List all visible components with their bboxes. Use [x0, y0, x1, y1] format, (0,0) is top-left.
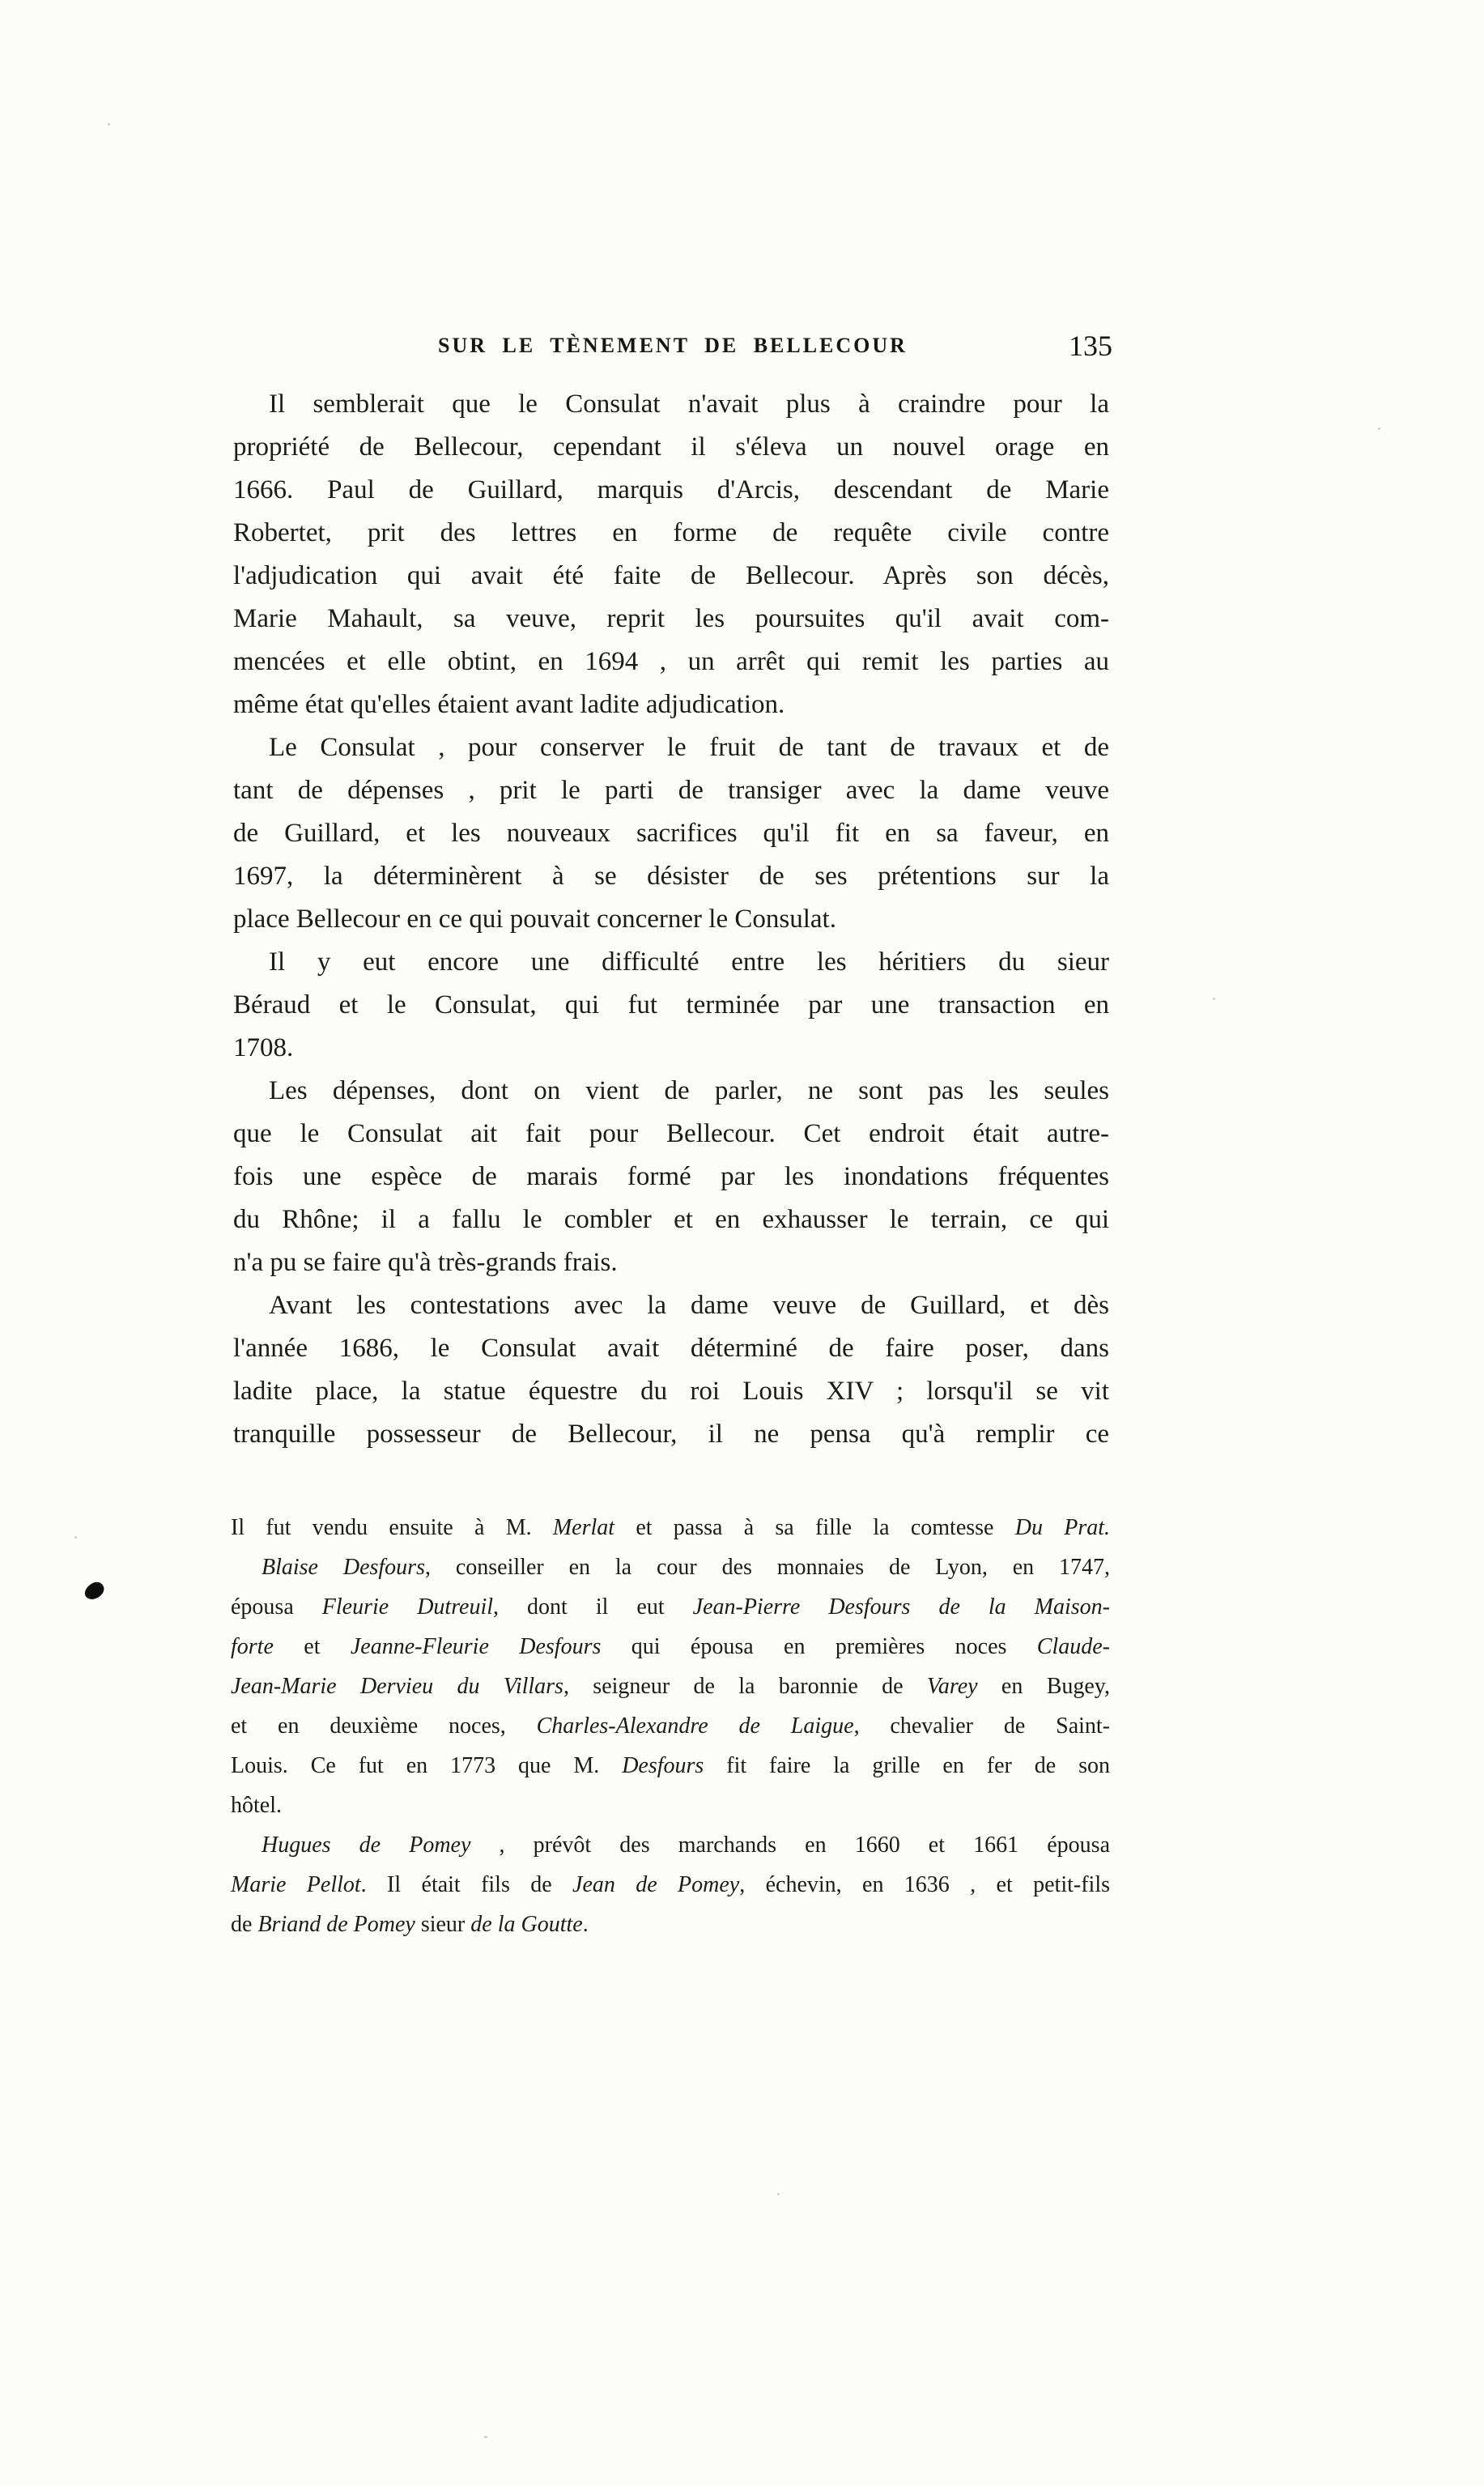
body-line: propriété de Bellecour, cependant il s'éleva un nouvel orage en	[233, 432, 1109, 462]
body-line: l'adjudication qui avait été faite de Bellecour. Après son décès,	[233, 561, 1109, 590]
body-line: que le Consulat ait fait pour Bellecour. Cet endroit était autre-	[233, 1119, 1109, 1148]
body-text	[233, 383, 1109, 1456]
body-line: 1666. Paul de Guillard, marquis d'Arcis, descendant de Marie	[233, 475, 1109, 504]
body-line: tranquille possesseur de Bellecour, il ne pensa qu'à remplir ce	[233, 1420, 1109, 1449]
body-line: n'a pu se faire qu'à très-grands frais.	[233, 1248, 618, 1277]
body-line: Il semblerait que le Consulat n'avait plus à craindre pour la	[269, 390, 1109, 419]
body-line: mencées et elle obtint, en 1694 , un arrêt qui remit les parties au	[233, 647, 1109, 676]
footnote-text	[231, 1508, 1110, 1944]
body-line: 1697, la déterminèrent à se désister de ses prétentions sur la	[233, 862, 1109, 891]
scan-speck	[1213, 998, 1215, 1000]
body-line: Les dépenses, dont on vient de parler, ne sont pas les seules	[269, 1076, 1109, 1105]
running-header-row	[233, 326, 1112, 366]
body-line: du Rhône; il a fallu le combler et en exhausser le terrain, ce qui	[233, 1205, 1109, 1234]
footnote-line: Blaise Desfours, conseiller en la cour des monnaies de Lyon, en 1747,	[262, 1555, 1110, 1580]
body-line: Il y eut encore une difficulté entre les héritiers du sieur	[269, 947, 1109, 977]
footnote-line: Louis. Ce fut en 1773 que M. Desfours fit faire la grille en fer de son	[231, 1753, 1110, 1778]
body-line: Robertet, prit des lettres en forme de requête civile contre	[233, 518, 1109, 547]
scan-speck	[484, 2436, 487, 2438]
body-line: Le Consulat , pour conserver le fruit de tant de travaux et de	[269, 733, 1109, 762]
footnote-line: forte et Jeanne-Fleurie Desfours qui épousa en premières noces Claude-	[231, 1634, 1110, 1659]
footnote-line: épousa Fleurie Dutreuil, dont il eut Jean-Pierre Desfours de la Maison-	[231, 1594, 1110, 1620]
body-line: Béraud et le Consulat, qui fut terminée par une transaction en	[233, 990, 1109, 1020]
footnote-line: et en deuxième noces, Charles-Alexandre de Laigue, chevalier de Saint-	[231, 1713, 1111, 1739]
body-line: Marie Mahault, sa veuve, reprit les poursuites qu'il avait com-	[233, 604, 1109, 633]
body-line: Avant les contestations avec la dame veuve de Guillard, et dès	[269, 1291, 1109, 1320]
body-line: ladite place, la statue équestre du roi Louis XIV ; lorsqu'il se vit	[233, 1377, 1109, 1406]
footnote-line: Jean-Marie Dervieu du Villars, seigneur de la baronnie de Varey en Bugey,	[231, 1674, 1110, 1699]
ink-blot	[82, 1580, 107, 1603]
body-line: 1708.	[233, 1033, 294, 1062]
footnote-line: hôtel.	[231, 1793, 282, 1818]
scan-speck	[1378, 428, 1380, 430]
footnote-line: Il fut vendu ensuite à M. Merlat et passa à sa fille la comtesse Du Prat.	[231, 1515, 1110, 1540]
body-line: même état qu'elles étaient avant ladite adjudication.	[233, 690, 785, 719]
scan-speck	[74, 1536, 77, 1539]
body-line: fois une espèce de marais formé par les inondations fréquentes	[233, 1162, 1109, 1191]
scan-speck	[777, 2193, 780, 2195]
body-line: l'année 1686, le Consulat avait déterminé de faire poser, dans	[233, 1334, 1109, 1363]
footnote-line: Hugues de Pomey , prévôt des marchands en 1660 et 1661 épousa	[262, 1833, 1111, 1858]
body-line: de Guillard, et les nouveaux sacrifices qu'il fit en sa faveur, en	[233, 819, 1109, 848]
footnote-line: Marie Pellot. Il était fils de Jean de Pomey, échevin, en 1636 , et petit-fils	[231, 1872, 1110, 1897]
page-number: 135	[1069, 330, 1112, 362]
scan-speck	[108, 123, 110, 126]
body-line: place Bellecour en ce qui pouvait concerner le Consulat.	[233, 905, 836, 934]
running-header-title: SUR LE TÈNEMENT DE BELLECOUR	[438, 334, 908, 357]
body-line: tant de dépenses , prit le parti de transiger avec la dame veuve	[233, 776, 1109, 805]
footnote-line: de Briand de Pomey sieur de la Goutte.	[231, 1912, 589, 1937]
